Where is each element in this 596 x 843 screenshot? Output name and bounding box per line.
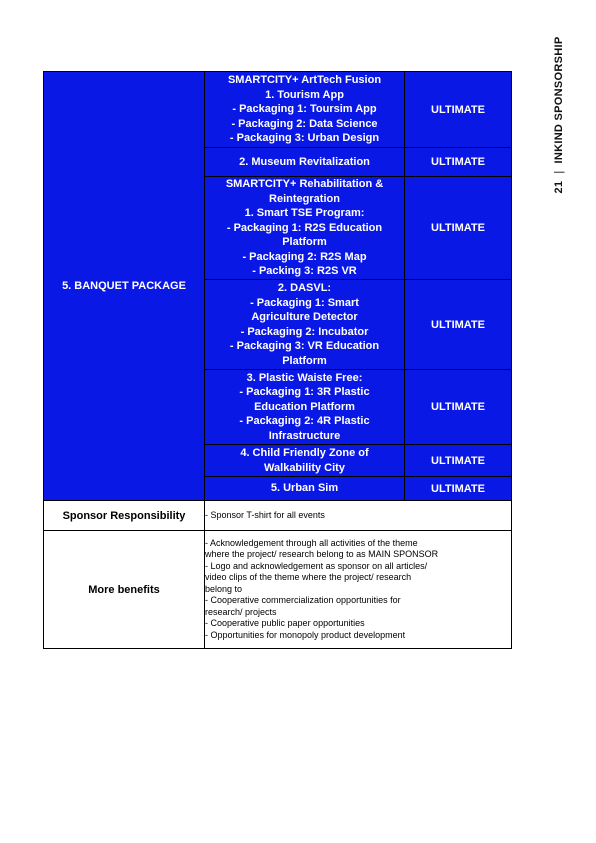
project-line: - Packaging 2: 4R Plastic [239,415,370,428]
benefits-label: More benefits [88,583,160,596]
project-line: - Packaging 1: Smart [250,296,359,309]
page-number: 21 [553,180,565,194]
project-line: - Packing 3: R2S VR [252,265,357,278]
benefit-line: video clips of the theme where the project/ research [205,572,412,583]
project-cell [205,370,405,445]
project-cell [205,72,405,148]
project-line: 3. Plastic Waiste Free: [246,371,363,384]
section-title: INKIND SPONSORSHIP [553,36,565,164]
side-header [551,20,567,210]
project-line: 4. Child Friendly Zone of [240,447,369,459]
level-badge: ULTIMATE [431,454,485,467]
project-line: 1. Tourism App [265,88,344,101]
benefit-line: - Cooperative commercialization opportunities for [205,595,401,606]
project-line: - Packaging 1: 3R Plastic [239,386,370,399]
project-cell [205,477,405,501]
level-cell [405,148,512,177]
benefit-line: - Acknowledgement through all activities of the theme [205,537,418,548]
benefits-label-cell [44,531,205,649]
project-line: SMARTCITY+ ArtTech Fusion [227,74,382,87]
level-cell [405,370,512,445]
project-line: - Packaging 2: R2S Map [242,250,367,263]
project-line: 1. Smart TSE Program: [244,207,365,220]
table-row [44,72,512,148]
project-line: Infrastructure [268,429,341,442]
benefit-line: - Logo and acknowledgement as sponsor on all articles/ [205,560,428,571]
level-badge: ULTIMATE [431,103,485,116]
package-name-cell [44,72,205,501]
project-cell [205,280,405,370]
benefit-line: where the project/ research belong to as MAIN SPONSOR [205,549,439,560]
benefit-line: belong to [205,583,243,594]
project-line: - Packaging 1: R2S Education [226,221,383,234]
project-line: 5. Urban Sim [270,482,339,495]
package-name: 5. BANQUET PACKAGE [62,280,186,292]
table-row [44,501,512,531]
project-cell [205,148,405,177]
header-separator: | [553,170,565,174]
project-line: Walkability City [264,461,345,474]
project-line: - Packaging 3: Urban Design [229,132,380,145]
project-cell [205,445,405,477]
project-line: - Packaging 1: Toursim App [232,103,377,116]
project-line: - Packaging 3: VR Education [229,340,380,352]
project-line: SMARTCITY+ Rehabilitation & [225,178,384,191]
level-cell [405,72,512,148]
benefits-text-cell [205,531,512,649]
responsibility-text: - Sponsor T-shirt for all events [205,509,325,520]
benefit-line: research/ projects [205,606,277,617]
level-cell [405,177,512,280]
benefit-line: - Cooperative public paper opportunities [205,618,365,629]
level-cell [405,477,512,501]
project-line: Platform [282,236,327,249]
project-line: - Packaging 2: Incubator [240,325,369,338]
level-badge: ULTIMATE [431,222,485,234]
project-line: 2. Museum Revitalization [239,155,370,168]
project-line: Agriculture Detector [251,311,358,323]
project-line: Reintegration [269,192,340,205]
level-badge: ULTIMATE [431,156,485,168]
level-badge: ULTIMATE [431,318,485,331]
project-cell [205,177,405,280]
project-line: Education Platform [254,400,355,413]
level-cell [405,445,512,477]
project-line: Platform [282,354,327,367]
responsibility-label: Sponsor Responsibility [62,509,186,522]
responsibility-label-cell [44,501,205,531]
project-line: - Packaging 2: Data Science [231,117,378,130]
level-badge: ULTIMATE [431,401,485,413]
project-line: 2. DASVL: [277,282,332,294]
sponsorship-table [43,71,512,649]
level-cell [405,280,512,370]
table-row [44,531,512,649]
level-badge: ULTIMATE [431,482,485,495]
benefit-line: - Opportunities for monopoly product development [205,629,406,640]
responsibility-text-cell [205,501,512,531]
